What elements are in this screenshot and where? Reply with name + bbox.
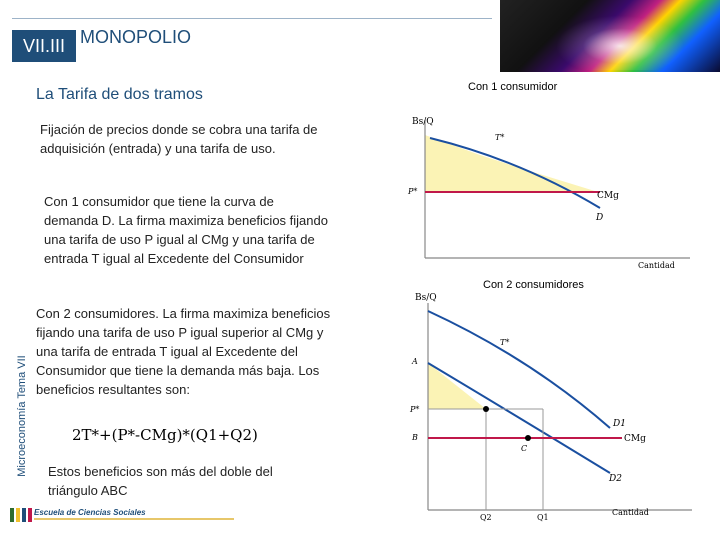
- chart1-x-label: Cantidad: [638, 261, 675, 270]
- chart2-point-c: [525, 435, 531, 441]
- top-rule: [12, 18, 492, 19]
- chart2-t-label: T*: [500, 338, 510, 347]
- one-consumer-lead: Con 1 consumidor: [44, 194, 150, 209]
- chart2-y-label: Bs/Q: [415, 293, 437, 303]
- chart2-p-label: P*: [410, 405, 420, 414]
- chart1-p-label: P*: [408, 187, 418, 196]
- chart2-surplus-area: [428, 363, 486, 409]
- chart2-cmg-label: CMg: [624, 434, 646, 444]
- chart2-d1-label: D1: [613, 419, 626, 429]
- chart2-c-label: C: [521, 444, 528, 453]
- two-consumers-lead: Con 2 consumidores.: [36, 306, 159, 321]
- chart1-y-label: Bs/Q: [412, 117, 434, 127]
- one-consumer-paragraph: [44, 192, 329, 268]
- chart2-heading: Con 2 consumidores: [483, 279, 584, 291]
- chart2-d2-label: D2: [609, 474, 622, 484]
- chart2-demand-d1: [428, 311, 610, 428]
- chart1-t-label: T*: [495, 133, 505, 142]
- header-decorative-image: [500, 0, 720, 72]
- chart2-b-label: B: [412, 433, 418, 442]
- chart1-d-label: D: [596, 213, 604, 223]
- one-consumer-text: que tiene la curva de demanda D. La firma maximiza beneficios fijando una tarifa de uso P igual al CMg y una tarifa de entrada T igual al Excedente del Consumidor: [44, 194, 328, 266]
- footer-school-name: Escuela de Ciencias Sociales: [34, 508, 146, 517]
- chart2-x-label: Cantidad: [612, 508, 649, 517]
- two-consumers-paragraph: [36, 304, 336, 399]
- chart2-q1-label: Q1: [537, 513, 549, 522]
- profit-formula: 2T*+(P*-CMg)*(Q1+Q2): [72, 426, 258, 444]
- section-title: La Tarifa de dos tramos: [36, 86, 203, 103]
- intro-paragraph: Fijación de precios donde se cobra una tarifa de adquisición (entrada) y una tarifa de uso.: [40, 122, 318, 156]
- conclusion-paragraph: Estos beneficios son más del doble del triángulo ABC: [48, 464, 273, 498]
- chart1-cmg-label: CMg: [597, 191, 619, 201]
- chart2-a-label: A: [412, 357, 418, 366]
- chart2-demand-d2: [428, 363, 610, 473]
- chart1-diagram: [400, 110, 700, 280]
- chapter-badge: VII.III: [12, 30, 76, 62]
- chart2-diagram: [400, 288, 700, 528]
- chart1-heading: Con 1 consumidor: [468, 81, 558, 93]
- chapter-title: MONOPOLIO: [80, 27, 192, 47]
- side-course-label: Microeconomía Tema VII: [16, 355, 28, 477]
- chart2-q2-label: Q2: [480, 513, 492, 522]
- two-consumers-text: La firma maximiza beneficios fijando una tarifa de uso P igual superior al CMg y una tarifa de entrada T igual al Excedente del Consumidor que tiene la demanda más baja. Los beneficios resultantes son:: [36, 306, 331, 397]
- chart2-point-q2: [483, 406, 489, 412]
- footer-rule: [34, 518, 234, 520]
